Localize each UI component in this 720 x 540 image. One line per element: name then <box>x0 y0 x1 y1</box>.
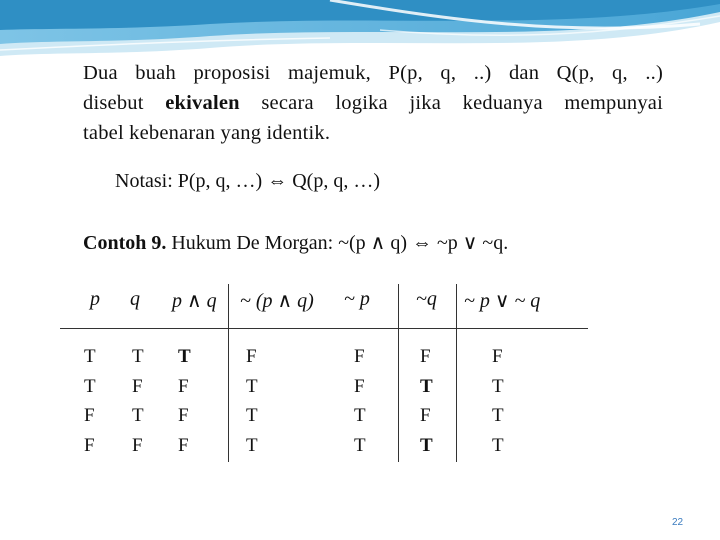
table-cell: T <box>492 375 504 397</box>
table-cell: F <box>420 346 431 367</box>
table-header-not-p: ~ p <box>344 288 370 310</box>
table-header-p-and-q: p ∧ q <box>172 290 217 312</box>
table-header-q: q <box>130 288 140 310</box>
table-cell: T <box>84 375 96 397</box>
table-cell: T <box>132 405 144 426</box>
table-header-p: p <box>90 288 100 310</box>
table-cell: F <box>354 375 365 397</box>
truth-table <box>60 284 600 464</box>
definition-line-2-start: disebut <box>83 92 144 114</box>
table-header-not-p-or-not-q: ~ p ∨ ~ q <box>464 290 541 312</box>
table-cell: F <box>246 346 257 367</box>
table-cell: T <box>492 434 504 456</box>
table-cell: F <box>132 375 143 397</box>
table-column-not-p <box>354 342 366 460</box>
table-header-not-q: ~q <box>416 288 437 310</box>
table-column-p <box>84 342 96 460</box>
table-cell: T <box>420 434 433 456</box>
table-column-divider <box>228 284 229 462</box>
table-header-not-p-and-q: ~ (p ∧ q) <box>240 290 314 312</box>
page-number: 22 <box>672 517 684 528</box>
definition-paragraph <box>83 58 663 148</box>
table-column-not-p-and-q <box>246 342 258 460</box>
table-cell: F <box>178 434 189 456</box>
table-column-p-and-q <box>178 342 191 460</box>
table-cell: F <box>420 405 431 426</box>
definition-line-2 <box>83 88 663 118</box>
table-column-not-q <box>420 342 433 460</box>
table-cell: T <box>354 405 366 426</box>
definition-line-3: tabel kebenaran yang identik. <box>83 122 331 144</box>
table-cell: T <box>492 405 504 426</box>
table-column-divider <box>398 284 399 462</box>
definition-line-2-end: secara logika jika keduanya mempunyai <box>261 92 663 114</box>
table-column-not-p-or-not-q <box>492 342 504 460</box>
table-header-rule <box>60 328 588 329</box>
table-cell: F <box>84 405 95 426</box>
table-cell: T <box>178 346 191 367</box>
table-cell: F <box>178 375 189 397</box>
table-cell: T <box>420 375 433 397</box>
table-cell: T <box>354 434 366 456</box>
table-cell: T <box>246 375 258 397</box>
table-cell: F <box>178 405 189 426</box>
example-text: Hukum De Morgan: ~(p ∧ q) ⇔ ~p ∨ ~q. <box>171 232 509 254</box>
table-cell: T <box>132 346 144 367</box>
table-cell: T <box>246 405 258 426</box>
table-column-q <box>132 342 144 460</box>
table-cell: F <box>84 434 95 456</box>
table-cell: F <box>132 434 143 456</box>
table-cell: T <box>84 346 96 367</box>
definition-term-ekivalen: ekivalen <box>165 92 240 114</box>
notation-line: Notasi: P(p, q, …) ⇔ Q(p, q, …) <box>115 170 380 192</box>
table-column-divider <box>456 284 457 462</box>
example-label: Contoh 9. <box>83 232 167 254</box>
table-cell: T <box>246 434 258 456</box>
definition-line-1: Dua buah proposisi majemuk, P(p, q, ..) dan Q(p, q, ..) <box>83 62 663 84</box>
example-heading <box>83 230 508 255</box>
table-cell: F <box>492 346 503 367</box>
table-cell: F <box>354 346 365 367</box>
